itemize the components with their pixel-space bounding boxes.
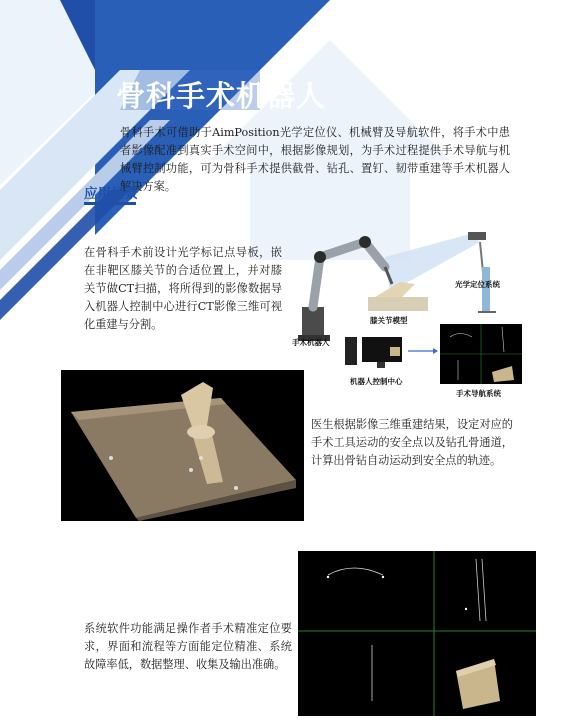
section-underline — [84, 202, 136, 205]
label-knee-model: 膝关节模型 — [370, 316, 408, 325]
label-nav: 手术导航系统 — [456, 389, 501, 398]
paragraph-trajectory: 医生根据影像三维重建结果，设定对应的手术工具运动的安全点以及钻孔骨通道，计算出骨钻自动运动到安全点的轨迹。 — [311, 418, 513, 467]
page-title: 骨科手术机器人 — [116, 79, 327, 113]
label-optical: 光学定位系统 — [455, 280, 500, 289]
navigation-software-screen — [298, 551, 536, 716]
label-robot: 手术机器人 — [292, 338, 330, 347]
system-diagram-illustration — [290, 212, 530, 402]
system-diagram — [290, 212, 530, 402]
intro-paragraph: 骨科手术可借助于AimPosition光学定位仪、机械臂及导航软件，将手术中患者影像配准到真实手术空间中，根据影像规划，为手术过程提供手术导航与机械臂控制功能，可为骨科手术提供截骨、钻孔、置钉、韧带重建等手术机器人解决方案。 — [120, 126, 510, 193]
paragraph-ct-scan: 在骨科手术前设计光学标记点导板，嵌在非靶区膝关节的合适位置上，并对膝关节做CT扫描，将所得到的影像数据导入机器人控制中心进行CT影像三维可视化重建与分割。 — [84, 246, 282, 331]
paragraph-software: 系统软件功能满足操作者手术精准定位要求，界面和流程等方面能定位精准、系统故障率低，数据整理、收集及输出准确。 — [84, 622, 292, 671]
knee-3d-image — [61, 370, 304, 521]
label-control: 机器人控制中心 — [350, 377, 403, 386]
section-title: 应用场景 — [84, 186, 138, 202]
